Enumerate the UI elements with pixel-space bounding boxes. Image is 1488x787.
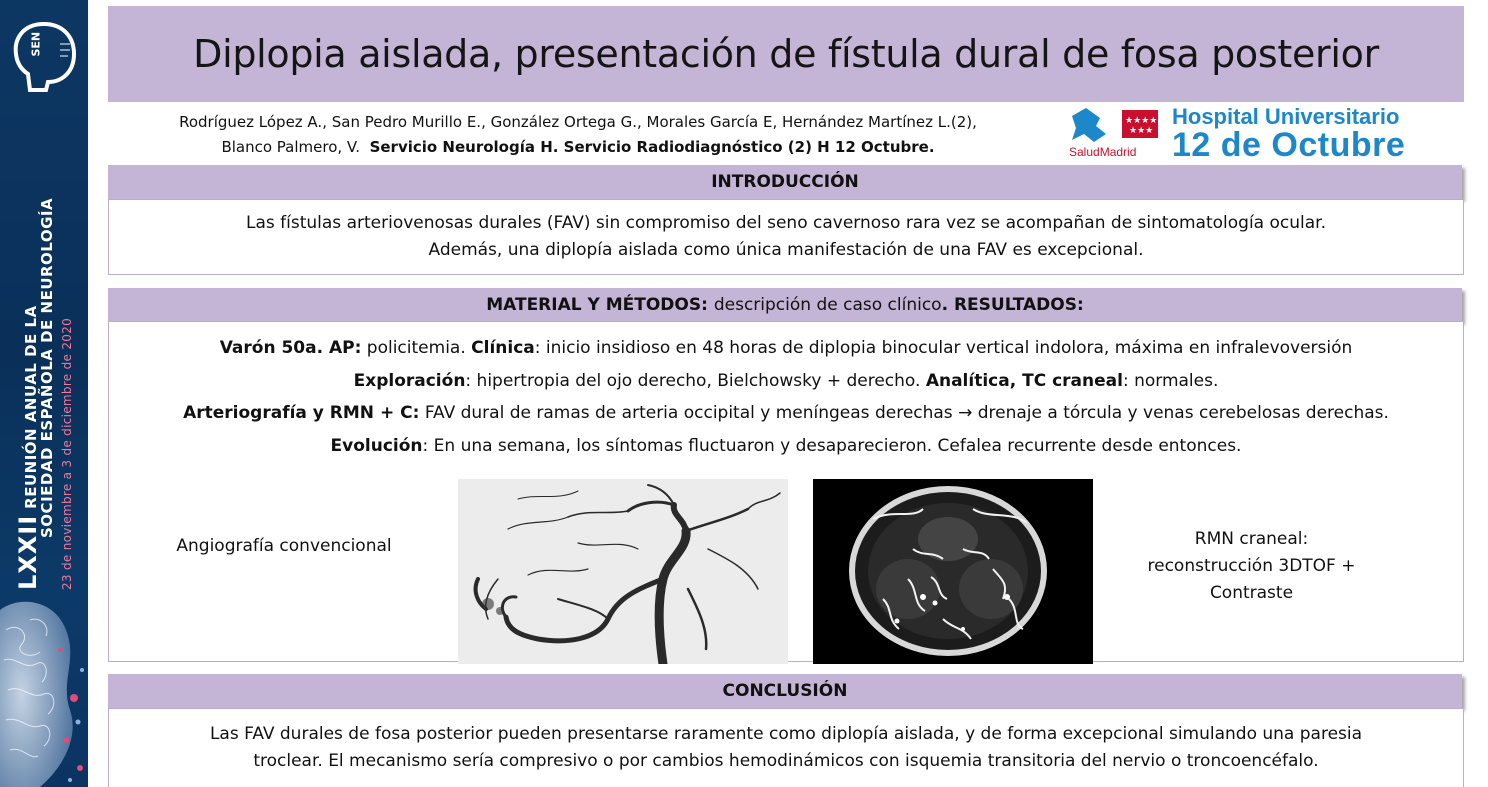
- mri-caption-line-2: reconstrucción 3DTOF +: [1147, 556, 1356, 576]
- case-line-2: [109, 365, 1463, 398]
- congress-name-line1: REUNIÓN ANUAL DE LA: [22, 305, 40, 509]
- case-line-2-text-b: : normales.: [1122, 370, 1219, 391]
- case-line-4: [109, 430, 1463, 463]
- results-header-label: . RESULTADOS:: [941, 295, 1084, 315]
- case-line-1-text-a: policitemia.: [366, 338, 466, 358]
- case-line-1: [109, 332, 1463, 365]
- angiography-caption: Angiografía convencional: [176, 536, 392, 556]
- brain-illustration: [0, 590, 88, 787]
- congress-name-line2: SOCIEDAD ESPAÑOLA DE NEUROLOGÍA: [38, 197, 56, 538]
- mri-caption-line-1: RMN craneal:: [1194, 529, 1309, 549]
- hospital-name-line1: Hospital Universitario: [1172, 104, 1400, 129]
- case-line-2-label-a: Exploración: [353, 370, 466, 391]
- mri-caption: [1119, 526, 1384, 607]
- case-line-2-label-b: Analítica, TC craneal: [925, 370, 1123, 391]
- introduction-body: [108, 199, 1464, 275]
- methods-header: [108, 288, 1462, 322]
- arrow-right-icon: →: [958, 403, 973, 423]
- svg-text:★★★★: ★★★★: [1125, 116, 1158, 126]
- authors-last-name: Blanco Palmero, V.: [221, 138, 361, 156]
- case-line-4-text: : En una semana, los síntomas fluctuaron y desaparecieron. Cefalea recurrente desde entonces.: [422, 435, 1242, 456]
- case-line-3: [109, 397, 1463, 430]
- case-line-3-label: Arteriografía y RMN + C:: [183, 403, 420, 423]
- conclusion-line-2: troclear. El mecanismo sería compresivo o por cambios hemodinámicos con isquemia transitoria del nervio o troncoencéfalo.: [253, 751, 1319, 771]
- congress-sidebar: [0, 0, 88, 787]
- case-line-1-label-a: Varón 50a. AP:: [219, 338, 362, 358]
- salud-madrid-text: SaludMadrid: [1069, 145, 1137, 159]
- case-line-3-text-b: drenaje a tórcula y venas cerebelosas derechas.: [977, 403, 1389, 423]
- authors-block: [108, 110, 1048, 160]
- case-line-4-label: Evolución: [330, 435, 423, 456]
- methods-body: [108, 321, 1464, 662]
- svg-text:★★★: ★★★: [1129, 126, 1154, 136]
- authors-line-2: [108, 135, 1048, 160]
- congress-number: LXXII: [14, 514, 42, 590]
- methods-header-description: descripción de caso clínico: [713, 295, 942, 315]
- case-line-2-text-a: : hipertropia del ojo derecho, Bielchowsky + derecho.: [465, 370, 921, 391]
- mri-image: [813, 479, 1093, 664]
- conclusion-line-1: Las FAV durales de fosa posterior pueden presentarse raramente como diplopía aislada, y de forma excepcional simulando una paresia: [209, 724, 1363, 744]
- case-line-1-text-b: : inicio insidioso en 48 horas de diplopia binocular vertical indolora, máxima en infralevoversión: [534, 338, 1353, 358]
- mri-caption-line-3: Contraste: [1209, 583, 1294, 603]
- case-line-3-text-a: FAV dural de ramas de arteria occipital y meníngeas derechas: [424, 403, 953, 423]
- conclusion-header: CONCLUSIÓN: [108, 674, 1462, 708]
- introduction-header: INTRODUCCIÓN: [108, 165, 1462, 199]
- case-line-1-label-b: Clínica: [471, 338, 535, 358]
- sen-logo-text: SEN: [29, 31, 43, 57]
- angiography-image: [458, 479, 788, 664]
- methods-header-label: MATERIAL Y MÉTODOS:: [486, 295, 708, 315]
- congress-dates: 23 de noviembre a 3 de diciembre de 2020: [60, 317, 74, 590]
- authors-affiliation: Servicio Neurología H. Servicio Radiodiagnóstico (2) H 12 Octubre.: [369, 138, 935, 156]
- hospital-logo: [1066, 104, 1462, 164]
- introduction-line-1: Las fístulas arteriovenosas durales (FAV) sin compromiso del seno cavernoso rara vez se acompañan de sintomatología ocular.: [246, 213, 1326, 233]
- salud-madrid-icon: [1066, 104, 1166, 144]
- title-banner: [108, 6, 1464, 102]
- poster-title: Diplopia aislada, presentación de fístula dural de fosa posterior: [193, 32, 1379, 76]
- conclusion-body: [108, 708, 1464, 787]
- authors-line-1: Rodríguez López A., San Pedro Murillo E., González Ortega G., Morales García E, Hernández Martínez L.(2),: [179, 113, 977, 131]
- hospital-name-line2: 12 de Octubre: [1172, 126, 1406, 164]
- congress-title-vertical: [0, 0, 88, 590]
- introduction-line-2: Además, una diplopía aislada como única manifestación de una FAV es excepcional.: [428, 240, 1144, 260]
